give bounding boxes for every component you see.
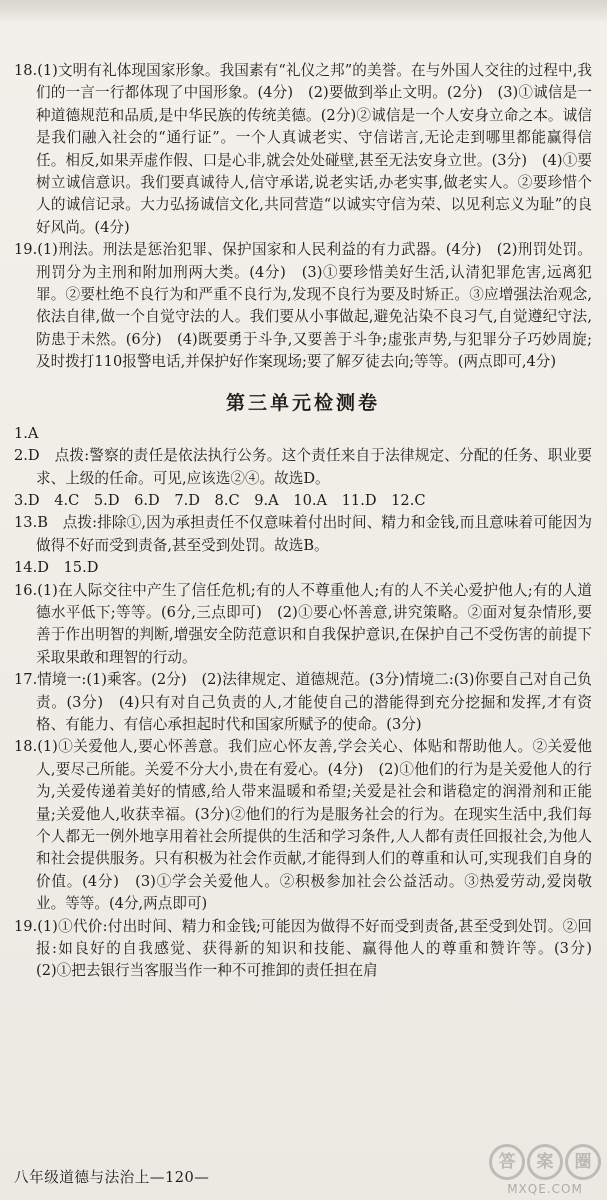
- answer-1: 1.A: [14, 424, 39, 442]
- unit-test-title: 第三单元检测卷: [225, 391, 380, 414]
- answer-18: 18.(1)①关爱他人,要心怀善意。我们应心怀友善,学会关心、体贴和帮助他人。②关爱他人,要尽己所能。关爱不分大小,贵在有爱心。(4分) (2)①他们的行为是关爱他人的行为,关爱传递着美好的情感,给人带来温暖和希望;关爱是社会和谐稳定的润滑剂和正能量;关爱他人,收获幸福。(3分)②他们的行为是服务社会的行为。在现实生活中,我们每个人都无一例外地享用着社会所提供的生活和学习条件,人人都有责任回报社会,为他人和社会提供服务。只有积极为社会作贡献,才能得到人们的尊重和认可,实现我们自身的价值。(4分) (3)①学会关爱他人。②积极参加社会公益活动。③热爱劳动,爱岗敬业。等等。(4分,两点即可): [14, 738, 592, 913]
- watermark-char-2: 案: [527, 1144, 563, 1180]
- page-top-shadow: [0, 0, 607, 22]
- site-watermark-logo: [489, 1144, 601, 1196]
- answer-13: 13.B 点拨:排除①,因为承担责任不仅意味着付出时间、精力和金钱,而且意味着可能因为做得不好而受到责备,甚至受到处罚。故选B。: [14, 514, 592, 554]
- watermark-char-1: 答: [489, 1144, 525, 1180]
- watermark-char-3: 圈: [565, 1144, 601, 1180]
- answers-3-12: 3.D 4.C 5.D 6.D 7.D 8.C 9.A 10.A 11.D 12.C: [14, 491, 426, 509]
- page-footer: 八年级道德与法治上—120—: [14, 1169, 210, 1186]
- answer-17: 17.情境一:(1)乘客。(2分) (2)法律规定、道德规范。(3分)情境二:(3)你要自己对自己负责。(3分) (4)只有对自己负责的人,才能使自己的潜能得到充分挖掘和发挥,才有资格、有能力、有信心承担起时代和国家所赋予的使命。(3分): [14, 671, 592, 733]
- watermark-url: MXQE.COM: [507, 1182, 583, 1196]
- answer-19: 19.(1)①代价:付出时间、精力和金钱;可能因为做得不好而受到责备,甚至受到处罚。②回报:如良好的自我感觉、获得新的知识和技能、赢得他人的尊重和赞许等。(3分) (2)①把去银行当客服当作一种不可推卸的责任担在肩: [14, 917, 607, 980]
- answer-16: 16.(1)在人际交往中产生了信任危机;有的人不尊重他人;有的人不关心爱护他人;有的人道德水平低下;等等。(6分,三点即可) (2)①要心怀善意,讲究策略。②面对复杂情形,要善于作出明智的判断,增强安全防范意识和自我保护意识,在保护自己不受伤害的前提下采取果敢和理智的行动。: [14, 581, 592, 666]
- answer-content: [14, 60, 607, 983]
- answer-2: 2.D 点拨:警察的责任是依法执行公务。这个责任来自于法律规定、分配的任务、职业要求、上级的任命。可见,应该选②④。故选D。: [14, 447, 592, 487]
- answer-18-part1: 18.(1)文明有礼体现国家形象。我国素有“礼仪之邦”的美誉。在与外国人交往的过程中,我们的一言一行都体现了中国形象。(4分) (2)要做到举止文明。(2分) (3)①诚信是一种道德规范和品质,是中华民族的传统美德。(2分)②诚信是一个人安身立命之本。诚信是我们融入社会的“通行证”。一个人真诚老实、守信诺言,无论走到哪里都能赢得信任。相反,如果弄虚作假、口是心非,就会处处碰壁,甚至无法安身立世。(3分) (4)①要树立诚信意识。我们要真诚待人,信守承诺,说老实话,办老实事,做老实人。②要珍惜个人的诚信记录。大力弘扬诚信文化,共同营造“以诚实守信为荣、以见利忘义为耻”的良好风尚。(4分): [14, 62, 592, 236]
- answers-14-15: 14.D 15.D: [14, 559, 99, 577]
- answer-19-part1: 19.(1)刑法。刑法是惩治犯罪、保护国家和人民利益的有力武器。(4分) (2)刑罚处罚。刑罚分为主刑和附加刑两大类。(4分) (3)①要珍惜美好生活,认清犯罪危害,远离犯罪。②要杜绝不良行为和严重不良行为,发现不良行为要及时矫正。③应增强法治观念,依法自律,做一个自觉守法的人。我们要从小事做起,避免沾染不良习气,自觉遵纪守法,防患于未然。(6分) (4)既要勇于斗争,又要善于斗争;虚张声势,与犯罪分子巧妙周旋;及时拨打110报警电话,并保护好作案现场;要了解歹徒去向;等等。(两点即可,4分): [14, 241, 592, 371]
